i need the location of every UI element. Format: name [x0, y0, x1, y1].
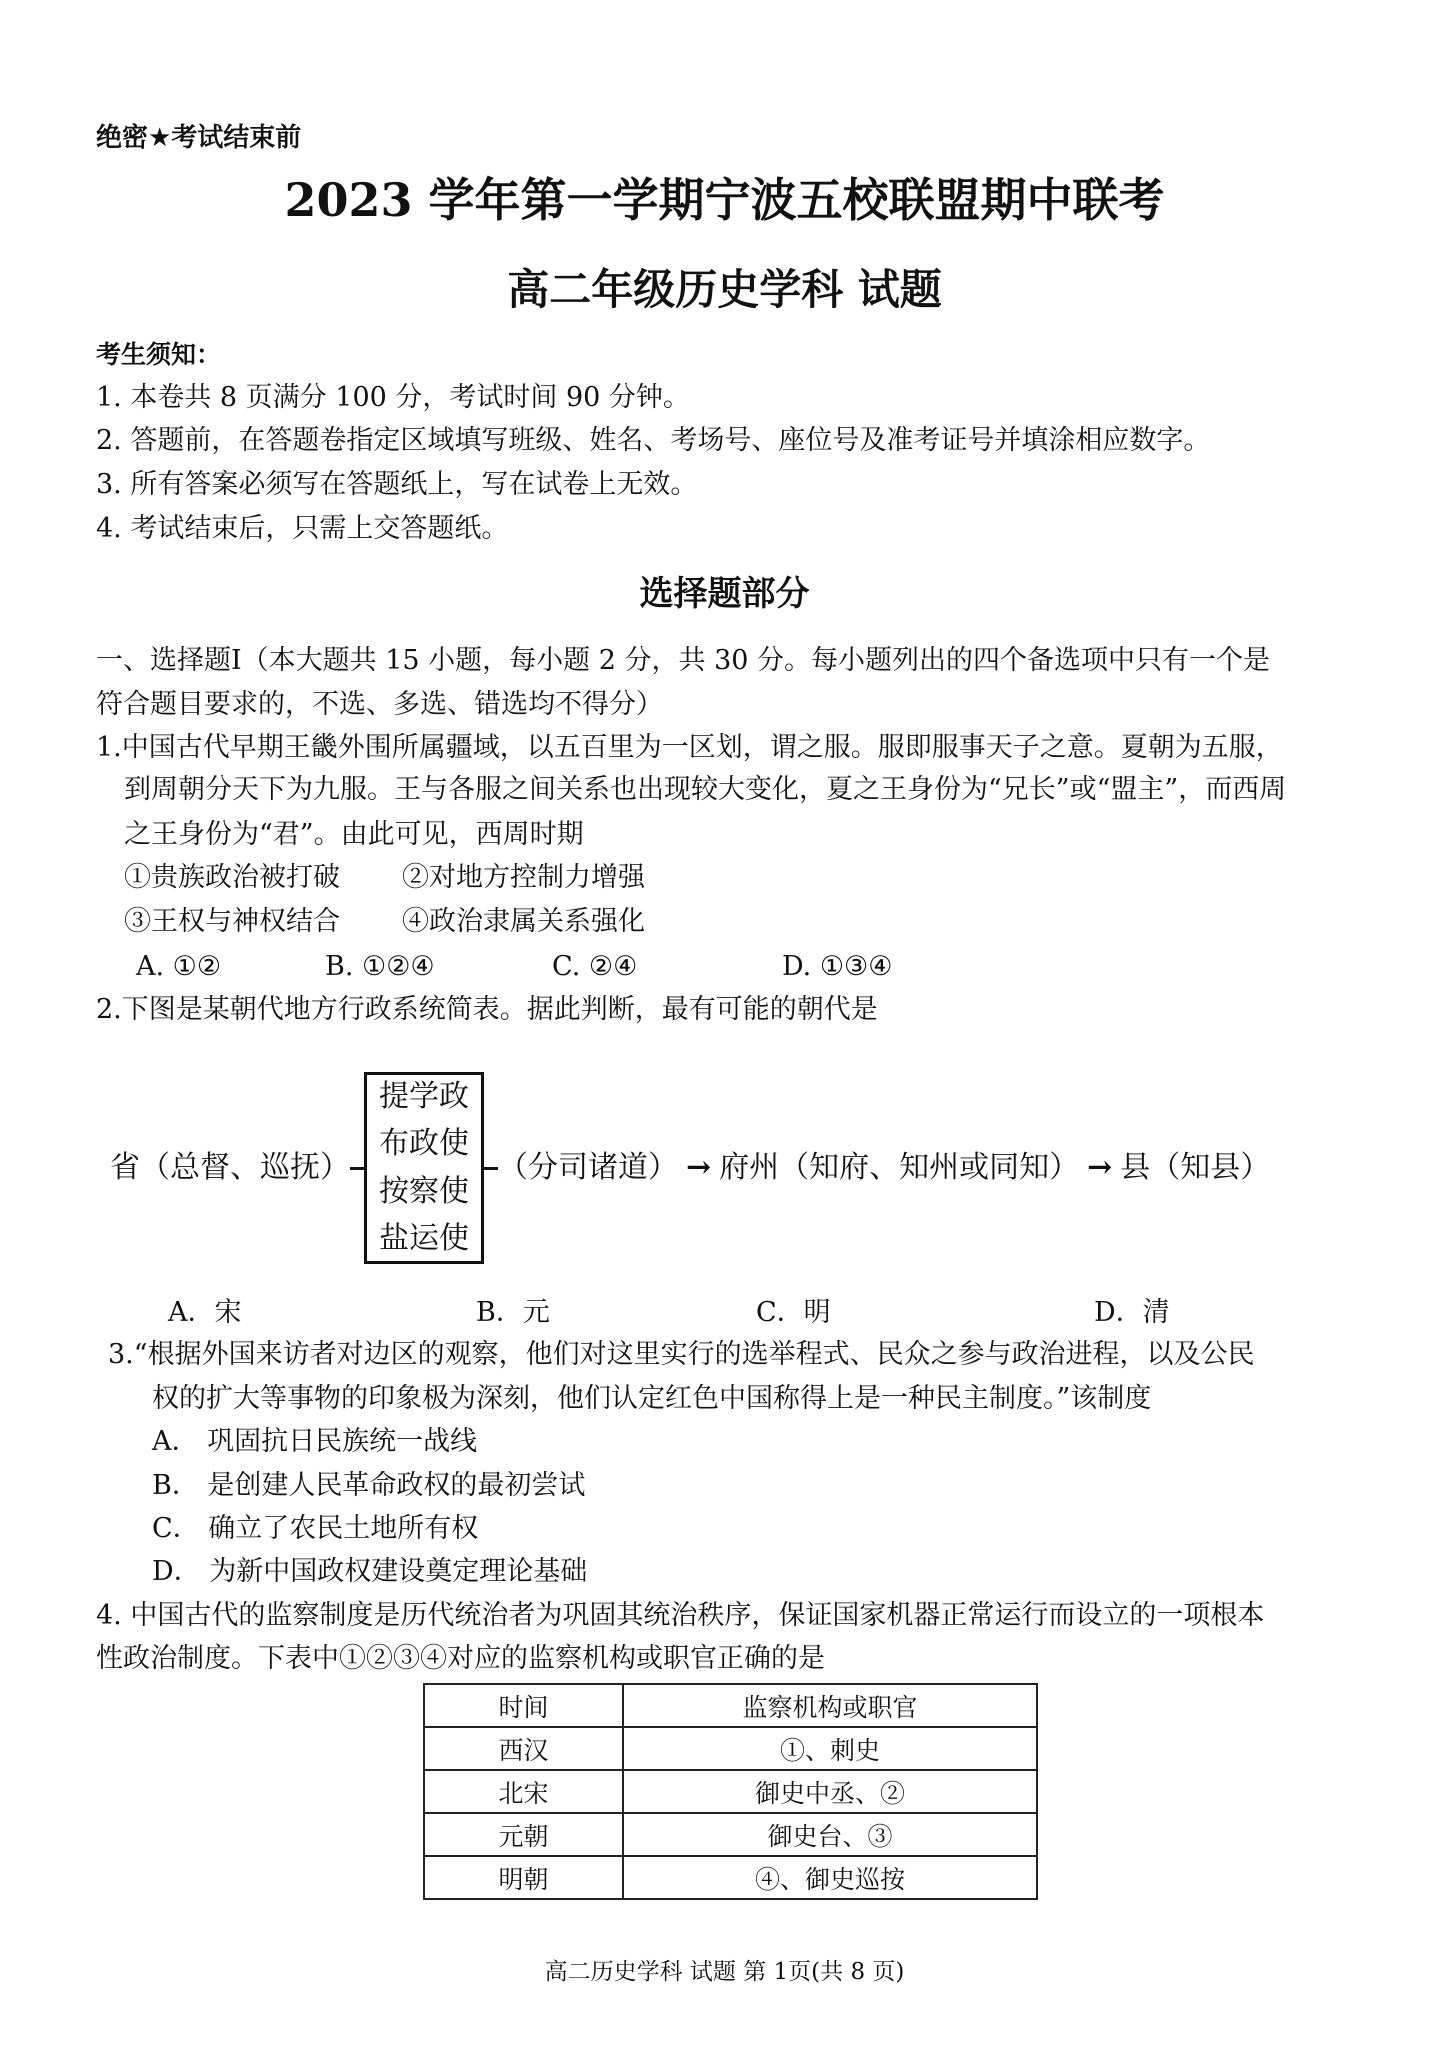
table-header: 时间	[424, 1684, 623, 1727]
table-header: 监察机构或职官	[623, 1684, 1037, 1727]
section-title: 选择题部分	[639, 574, 810, 614]
q3-option-b[interactable]: B． 是创建人民革命政权的最初尝试	[152, 1470, 586, 1501]
q3-stem: 3.“根据外国来访者对边区的观察，他们对这里实行的选举程式、民众之参与政治进程，以及公民	[108, 1339, 1255, 1370]
exam-title: 2023 学年第一学期宁波五校联盟期中联考	[284, 173, 1165, 227]
q2-option-b[interactable]: B．元	[476, 1297, 550, 1328]
q1-option-d[interactable]: D. ①③④	[782, 951, 893, 982]
q1-stem: 之王身份为“君”。由此可见，西周时期	[124, 819, 584, 850]
notice-item: 3. 所有答案必须写在答题纸上，写在试卷上无效。	[96, 469, 698, 500]
q2-option-c[interactable]: C．明	[756, 1297, 831, 1328]
table-row	[424, 1856, 1037, 1899]
diagram-office: 按察使	[379, 1173, 469, 1209]
offices-bracket	[364, 1072, 484, 1264]
table-cell: ④、御史巡按	[623, 1856, 1037, 1899]
q1-statement: ③王权与神权结合	[124, 906, 340, 937]
notice-item: 1. 本卷共 8 页满分 100 分，考试时间 90 分钟。	[96, 382, 690, 413]
q1-option-a[interactable]: A. ①②	[136, 951, 222, 982]
diagram-province: 省（总督、巡抚）	[110, 1150, 350, 1185]
diagram-circuit: （分司诸道）	[498, 1150, 678, 1185]
table-cell: 明朝	[424, 1856, 623, 1899]
q3-option-c[interactable]: C． 确立了农民土地所有权	[152, 1513, 479, 1544]
table-cell: 元朝	[424, 1813, 623, 1856]
admin-diagram	[110, 1068, 1270, 1268]
table-cell: ①、刺史	[623, 1727, 1037, 1770]
table-header-row	[424, 1684, 1037, 1727]
diagram-office: 盐运使	[379, 1220, 469, 1256]
table-row	[424, 1727, 1037, 1770]
page-footer: 高二历史学科 试题 第 1页(共 8 页)	[544, 1959, 905, 1985]
q1-statement: ②对地方控制力增强	[402, 862, 645, 893]
q3-stem: 权的扩大等事物的印象极为深刻，他们认定红色中国称得上是一种民主制度。”该制度	[152, 1383, 1152, 1414]
q1-statement: ①贵族政治被打破	[124, 862, 340, 893]
q4-stem: 4. 中国古代的监察制度是历代统治者为巩固其统治秩序，保证国家机器正常运行而设立的一项根本	[96, 1600, 1265, 1631]
q1-stem: 1.中国古代早期王畿外围所属疆域，以五百里为一区划，谓之服。服即服事天子之意。夏朝为五服，	[96, 732, 1283, 763]
q3-option-d[interactable]: D． 为新中国政权建设奠定理论基础	[152, 1556, 588, 1587]
table-row	[424, 1813, 1037, 1856]
arrow-icon: →	[686, 1150, 712, 1185]
diagram-county: 县（知县）	[1120, 1150, 1271, 1185]
q2-option-d[interactable]: D．清	[1094, 1297, 1170, 1328]
diagram-office: 提学政	[379, 1079, 469, 1114]
notice-heading: 考生须知：	[96, 340, 222, 369]
q1-option-c[interactable]: C. ②④	[552, 951, 638, 982]
notice-item: 4. 考试结束后，只需上交答题纸。	[96, 513, 509, 544]
q2-option-a[interactable]: A．宋	[168, 1297, 242, 1328]
table-row	[424, 1770, 1037, 1813]
section-intro: 符合题目要求的，不选、多选、错选均不得分）	[96, 689, 663, 720]
q4-stem: 性政治制度。下表中①②③④对应的监察机构或职官正确的是	[96, 1643, 825, 1674]
table-cell: 御史台、③	[623, 1813, 1037, 1856]
supervision-table	[423, 1683, 1038, 1900]
q2-stem: 2.下图是某朝代地方行政系统简表。据此判断，最有可能的朝代是	[96, 994, 878, 1025]
table-cell: 西汉	[424, 1727, 623, 1770]
arrow-icon: →	[1087, 1150, 1113, 1185]
notice-item: 2. 答题前，在答题卷指定区域填写班级、姓名、考场号、座位号及准考证号并填涂相应数字。	[96, 425, 1211, 456]
diagram-office: 布政使	[379, 1126, 469, 1162]
section-intro: 一、选择题Ⅰ（本大题共 15 小题，每小题 2 分，共 30 分。每小题列出的四个备选项中只有一个是	[96, 645, 1271, 676]
connector-line	[484, 1167, 498, 1170]
q3-option-a[interactable]: A． 巩固抗日民族统一战线	[152, 1426, 478, 1457]
table-cell: 御史中丞、②	[623, 1770, 1037, 1813]
q1-stem: 到周朝分天下为九服。王与各服之间关系也出现较大变化，夏之王身份为“兄长”或“盟主”，而西周	[124, 774, 1287, 805]
table-cell: 北宋	[424, 1770, 623, 1813]
secret-label: 绝密★考试结束前	[96, 123, 302, 153]
q1-option-b[interactable]: B. ①②④	[325, 951, 435, 982]
connector-line	[350, 1167, 364, 1170]
q1-statement: ④政治隶属关系强化	[402, 906, 645, 937]
diagram-prefecture: 府州（知府、知州或同知）	[719, 1150, 1080, 1185]
exam-subtitle: 高二年级历史学科 试题	[507, 265, 942, 314]
